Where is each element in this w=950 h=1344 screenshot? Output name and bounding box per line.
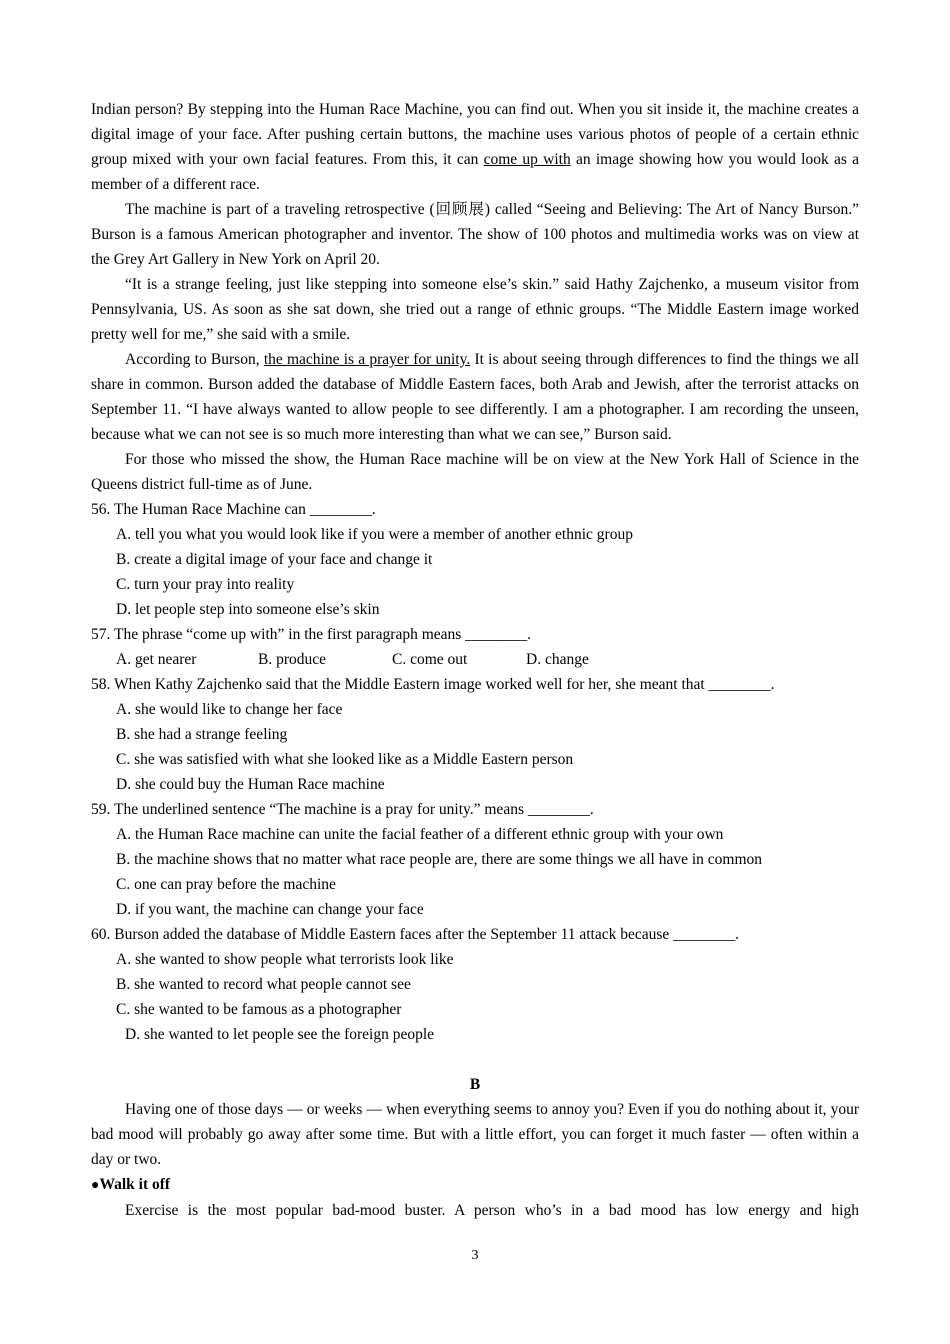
question-59-option-b: B. the machine shows that no matter what race people are, there are some things we all have in common bbox=[116, 851, 763, 868]
passage-b-paragraph-2: Exercise is the most popular bad-mood buster. A person who’s in a bad mood has low energy and high bbox=[125, 1202, 859, 1219]
section-heading-walk-it-off bbox=[91, 1172, 859, 1198]
underlined-phrase: come up with bbox=[483, 151, 571, 168]
text-span: an image showing how you would look as a member of a different race. bbox=[91, 151, 860, 193]
passage-a-paragraph-1 bbox=[91, 97, 859, 197]
question-60-option-d: D. she wanted to let people see the foreign people bbox=[125, 1026, 435, 1043]
passage-b-paragraph-1: Having one of those days — or weeks — when everything seems to annoy you? Even if you do nothing about it, your bad mood will probably go away after some time. But with a little effort, you can forget it much faster — often within a day or two. bbox=[91, 1101, 859, 1168]
question-57-option-a: A. get nearer bbox=[116, 651, 197, 668]
question-56-option-c: C. turn your pray into reality bbox=[116, 576, 295, 593]
page-number: 3 bbox=[471, 1248, 479, 1263]
passage-b-title: B bbox=[469, 1076, 481, 1093]
question-59-stem: 59. The underlined sentence “The machine is a pray for unity.” means ________. bbox=[91, 801, 594, 818]
text-span: It is about seeing through differences to find the things we all share in common. Burson added the database of Middle Eastern faces, both Arab and Jewish, after the terrorist attacks on September 11. “I have always wanted to allow people to see differently. I am a photographer. I am recording the unseen, because what we can not see is so much more interesting than what we can see,” Burson said. bbox=[91, 351, 859, 443]
text-span: According to Burson, bbox=[125, 351, 264, 368]
question-56-option-d: D. let people step into someone else’s skin bbox=[116, 601, 380, 618]
question-56-option-a: A. tell you what you would look like if you were a member of another ethnic group bbox=[116, 526, 633, 543]
passage-a-paragraph-4 bbox=[91, 347, 859, 447]
question-58-option-a: A. she would like to change her face bbox=[116, 701, 343, 718]
heading-label: Walk it off bbox=[99, 1176, 171, 1193]
passage-a-paragraph-5: For those who missed the show, the Human Race machine will be on view at the New York Hall of Science in the Queens district full-time as of June. bbox=[91, 451, 859, 493]
question-59-option-c: C. one can pray before the machine bbox=[116, 876, 336, 893]
underlined-sentence: the machine is a prayer for unity. bbox=[263, 351, 471, 368]
question-57-option-b: B. produce bbox=[258, 651, 327, 668]
document-page bbox=[91, 97, 859, 1223]
question-59-option-d: D. if you want, the machine can change your face bbox=[116, 901, 424, 918]
question-60-option-c: C. she wanted to be famous as a photographer bbox=[116, 1001, 402, 1018]
question-57-stem: 57. The phrase “come up with” in the first paragraph means ________. bbox=[91, 626, 532, 643]
question-58-option-b: B. she had a strange feeling bbox=[116, 726, 288, 743]
bullet-icon: ● bbox=[91, 1178, 100, 1193]
question-59-option-a: A. the Human Race machine can unite the facial feather of a different ethnic group with your own bbox=[116, 826, 724, 843]
question-60-option-a: A. she wanted to show people what terrorists look like bbox=[116, 951, 454, 968]
question-57-options bbox=[91, 647, 859, 672]
question-58-option-d: D. she could buy the Human Race machine bbox=[116, 776, 385, 793]
text-span: Indian person? By stepping into the Human Race Machine, you can find out. When you sit inside it, the machine creates a digital image of your face. After pushing certain buttons, the machine uses various photos of people of a certain ethnic group mixed with your own facial features. From this, it can bbox=[91, 101, 859, 168]
question-60-option-b: B. she wanted to record what people cannot see bbox=[116, 976, 411, 993]
question-57-option-c: C. come out bbox=[392, 651, 468, 668]
question-57-option-d: D. change bbox=[526, 651, 589, 668]
question-60-stem: 60. Burson added the database of Middle Eastern faces after the September 11 attack because ________. bbox=[91, 926, 740, 943]
question-56-option-b: B. create a digital image of your face and change it bbox=[116, 551, 433, 568]
question-58-stem: 58. When Kathy Zajchenko said that the Middle Eastern image worked well for her, she meant that ________. bbox=[91, 676, 775, 693]
passage-a-paragraph-2: The machine is part of a traveling retrospective (回顾展) called “Seeing and Believing: The Art of Nancy Burson.” Burson is a famous American photographer and inventor. The show of 100 photos and multimedia works was on view at the Grey Art Gallery in New York on April 20. bbox=[91, 201, 859, 268]
question-56-stem: 56. The Human Race Machine can ________. bbox=[91, 501, 376, 518]
passage-a-paragraph-3: “It is a strange feeling, just like stepping into someone else’s skin.” said Hathy Zajchenko, a museum visitor from Pennsylvania, US. As soon as she sat down, she tried out a range of ethnic groups. “The Middle Eastern image worked pretty well for me,” she said with a smile. bbox=[91, 276, 859, 343]
question-58-option-c: C. she was satisfied with what she looked like as a Middle Eastern person bbox=[116, 751, 574, 768]
